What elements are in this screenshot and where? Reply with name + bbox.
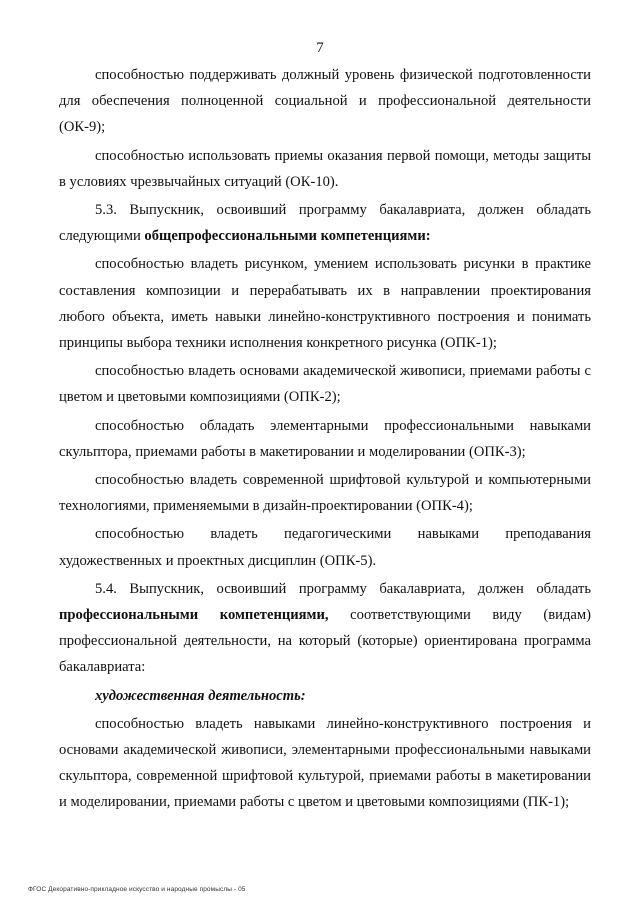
paragraph-pk-1: способностью владеть навыками линейно-конструктивного построения и основами академической живописи, элементарными профессиональными навыками скульптора, современной шрифтовой культурой, приемами работы в макетировании и моделировании, приемами работы с цветом и цветовыми композициями (ПК-1);: [59, 715, 591, 811]
paragraph-5-4-post: соответствующими виду (видам) профессиональной деятельности, на который (которые) ориентирована программа бакалавриата:: [59, 607, 591, 676]
page-footer: ФГОС Декоративно-прикладное искусство и народные промыслы - 05: [28, 886, 246, 893]
paragraph-opk-2: способностью владеть основами академической живописи, приемами работы с цветом и цветовыми композициями (ОПК-2);: [59, 363, 591, 406]
paragraph-5-3: [59, 197, 591, 249]
paragraph-5-4: [59, 576, 591, 681]
paragraph-opk-3: способностью обладать элементарными профессиональными навыками скульптора, приемами работы в макетировании и моделировании (ОПК-3);: [59, 417, 591, 460]
paragraph-opk-1: способностью владеть рисунком, умением использовать рисунки в практике составления композиции и перерабатывать их в направлении проектирования любого объекта, иметь навыки линейно-конструктивного построения и понимать принципы выбора техники исполнения конкретного рисунка (ОПК-1);: [59, 256, 591, 352]
paragraph-5-3-bold: общепрофессиональными компетенциями:: [144, 228, 431, 245]
paragraph-opk-4: способностью владеть современной шрифтовой культурой и компьютерными технологиями, применяемыми в дизайн-проектировании (ОПК-4);: [59, 472, 591, 515]
document-body: [59, 62, 591, 816]
paragraph-ok-9: способностью поддерживать должный уровень физической подготовленности для обеспечения полноценной социальной и профессиональной деятельности (ОК-9);: [59, 67, 591, 136]
section-heading-artistic: художественная деятельность:: [95, 687, 306, 704]
paragraph-5-4-bold: профессиональными компетенциями,: [59, 607, 329, 624]
paragraph-5-3-text: 5.3. Выпускник, освоивший программу бакалавриата, должен обладать следующими: [59, 202, 591, 245]
paragraph-opk-5: способностью владеть педагогическими навыками преподавания художественных и проектных дисциплин (ОПК-5).: [59, 526, 591, 569]
paragraph-5-4-text: 5.4. Выпускник, освоивший программу бакалавриата, должен обладать: [95, 580, 591, 597]
page-number: 7: [316, 40, 324, 56]
paragraph-ok-10: способностью использовать приемы оказания первой помощи, методы защиты в условиях чрезвычайных ситуаций (ОК-10).: [59, 147, 591, 190]
